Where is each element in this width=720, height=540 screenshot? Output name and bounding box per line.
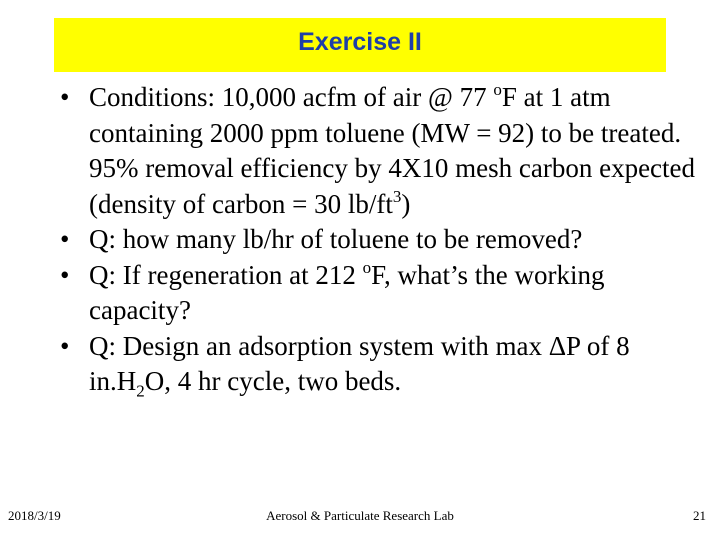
bullet-text: O, 4 hr cycle, two beds.: [144, 366, 402, 396]
bullet-text: ): [401, 188, 411, 219]
footer-date: 2018/3/19: [8, 508, 61, 523]
bullet-text: F at 1 atm containing 2000 ppm toluene (MW = 92) to be treated. 95% removal efficiency by 4X10 mesh carbon expected (density of carbon = 30 lb/ft: [89, 82, 696, 219]
bullet-dot: •: [60, 224, 70, 254]
bullet-conditions: [60, 80, 700, 222]
subscript: 2: [136, 381, 145, 401]
bullet-dot: •: [60, 259, 70, 290]
bullet-question-removal: [60, 222, 700, 258]
bullet-text: F, what’s the working capacity?: [89, 259, 605, 325]
superscript: o: [362, 257, 372, 277]
superscript: 3: [392, 186, 402, 206]
slide-title: Exercise II: [298, 28, 422, 56]
bullet-text: Conditions: 10,000 acfm of air @ 77: [89, 82, 494, 112]
footer-page-number: 21: [693, 508, 706, 523]
bullet-text: Q: how many lb/hr of toluene to be removed?: [89, 224, 583, 254]
title-bar: [54, 18, 666, 72]
bullet-question-capacity: [60, 258, 700, 329]
bullet-text: Q: If regeneration at 212: [89, 259, 363, 290]
bullet-dot: •: [60, 82, 70, 112]
bullet-question-design: [60, 329, 700, 400]
bullet-list: [60, 80, 700, 400]
bullet-text: Q: Design an adsorption system with max ΔP of 8 in.H: [89, 330, 630, 396]
bullet-dot: •: [60, 330, 70, 361]
superscript: o: [493, 80, 502, 99]
footer-lab-name: Aerosol & Particulate Research Lab: [266, 508, 454, 523]
